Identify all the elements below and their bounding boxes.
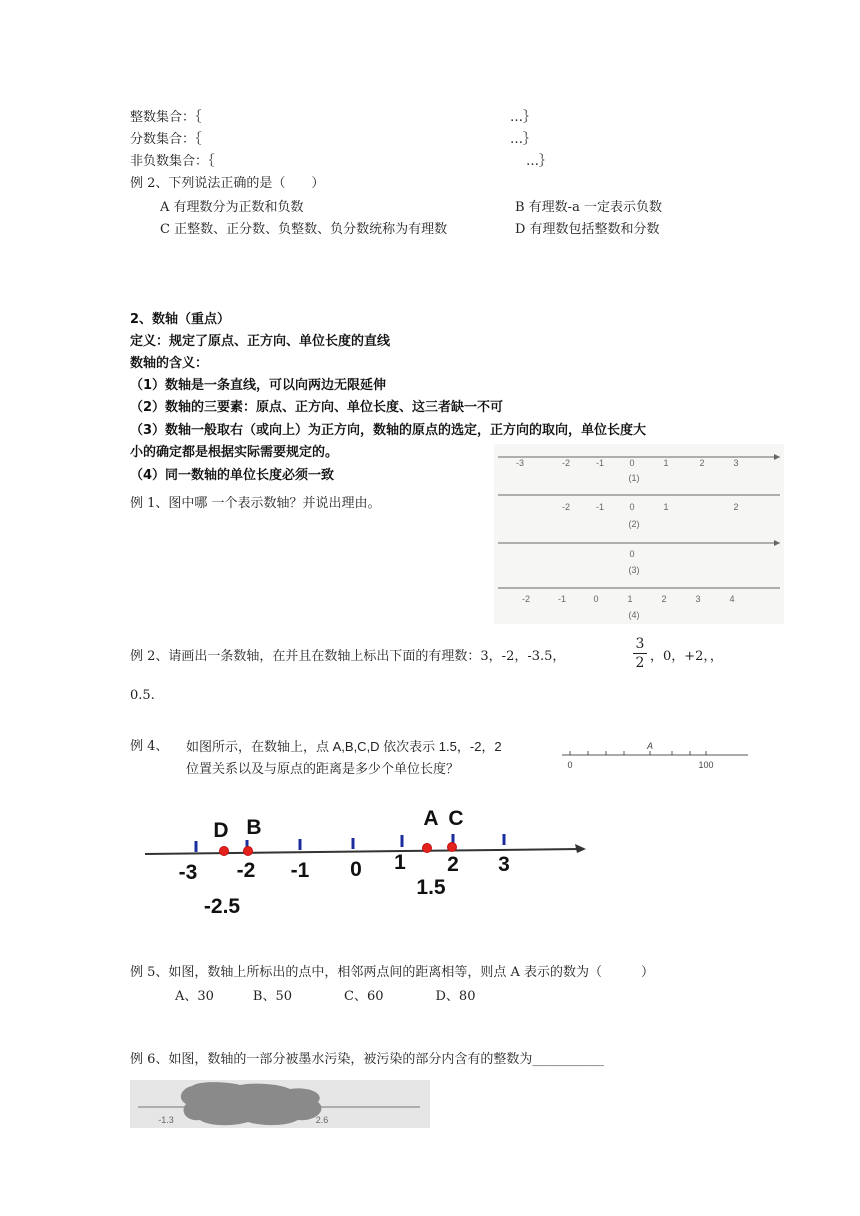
set-nonnegative-end: …｝ <box>526 154 553 169</box>
ink-left-label: -1.3 <box>158 1115 174 1125</box>
point-c <box>448 843 457 852</box>
example2-option-a: A 有理数分为正数和负数 <box>160 200 304 215</box>
axis4-tick: 4 <box>729 594 735 604</box>
axis4-tick: 1 <box>627 594 633 604</box>
example2-option-c: C 正整数、正分数、负整数、负分数统称为有理数 <box>160 222 448 237</box>
example2b-line2: 0.5. <box>130 688 155 703</box>
point-d <box>220 847 229 856</box>
axis4-tick: -1 <box>557 594 567 604</box>
ink-blot <box>181 1082 322 1125</box>
example2-option-b: B 有理数-a 一定表示负数 <box>515 200 662 215</box>
axis4-caption: (4) <box>628 610 640 620</box>
example1-question: 例 1、图中哪 一个表示数轴？并说出理由。 <box>130 496 381 511</box>
axis1-tick: 2 <box>699 458 705 468</box>
example6-question: 例 6、如图，数轴的一部分被墨水污染，被污染的部分内含有的整数为___________ <box>130 1052 604 1067</box>
axis2-tick: -1 <box>595 502 605 512</box>
example2-option-d: D 有理数包括整数和分数 <box>515 222 660 237</box>
set-nonnegative-label: 非负数集合：｛ <box>130 154 215 169</box>
extra-label-1-5: 1.5 <box>416 876 446 899</box>
point-3-line2: 小的确定都是根据实际需要规定的。 <box>130 445 339 460</box>
point-1: （1）数轴是一条直线，可以向两边无限延伸 <box>130 378 387 393</box>
axis3-tick: 0 <box>629 549 635 559</box>
example4-number-line <box>140 805 595 920</box>
tick-label: 1 <box>394 851 406 874</box>
fraction-bar <box>633 653 647 654</box>
small-axis-end: 100 <box>698 760 714 770</box>
example5-options: A、30 B、50 C、60 D、80 <box>175 989 476 1004</box>
point-b <box>244 847 253 856</box>
example2b-after-fraction: ，0，+2，， <box>650 649 723 664</box>
axis2-tick: 0 <box>629 502 635 512</box>
example5-question: 例 5、如图，数轴上所标出的点中，相邻两点间的距离相等，则点 A 表示的数为（ ） <box>130 965 655 980</box>
axis1-tick: 0 <box>629 458 635 468</box>
axis4-tick: 2 <box>661 594 667 604</box>
ink-right-label: 2.6 <box>315 1115 329 1125</box>
axis4-tick: 3 <box>695 594 701 604</box>
point-2: （2）数轴的三要素：原点、正方向、单位长度、这三者缺一不可 <box>130 400 504 415</box>
set-integers-end: …｝ <box>510 110 537 125</box>
axis2-tick: -2 <box>561 502 571 512</box>
axis1-tick: 1 <box>663 458 669 468</box>
point-a <box>423 844 432 853</box>
example4-line1: 如图所示，在数轴上，点 A,B,C,D 依次表示 1.5，-2，2 <box>186 739 502 754</box>
axis1-caption: (1) <box>628 473 640 483</box>
example2b-question: 例 2、请画出一条数轴，在并且在数轴上标出下面的有理数：3，-2，-3.5， <box>130 649 566 664</box>
axis2-tick: 2 <box>733 502 739 512</box>
fraction-three-halves <box>633 636 647 671</box>
point-3-line1: （3）数轴一般取右（或向上）为正方向，数轴的原点的选定，正方向的取向，单位长度大 <box>130 423 647 438</box>
point-b-label: B <box>246 816 262 839</box>
fraction-numerator: 3 <box>635 636 645 652</box>
axis3-caption: (3) <box>628 565 640 575</box>
axis1-tick: 3 <box>733 458 739 468</box>
axis1-tick: -1 <box>595 458 605 468</box>
meaning-heading: 数轴的含义： <box>130 356 209 371</box>
example4-label: 例 4、 <box>130 739 169 754</box>
example2-question: 例 2、下列说法正确的是（ ） <box>130 176 325 191</box>
axis4-tick: -2 <box>521 594 531 604</box>
example1-figure <box>494 444 784 624</box>
point-4: （4）同一数轴的单位长度必须一致 <box>130 468 335 483</box>
axis1-tick: -2 <box>561 458 571 468</box>
tick-label: -1 <box>290 859 310 882</box>
tick-label: 0 <box>350 858 362 881</box>
example6-ink-figure <box>130 1080 430 1128</box>
axis2-tick: 1 <box>663 502 669 512</box>
set-fractions-end: …｝ <box>510 132 537 147</box>
tick-label: -2 <box>236 859 256 882</box>
section-title: 2、数轴（重点） <box>130 312 231 327</box>
set-fractions-label: 分数集合：｛ <box>130 132 202 147</box>
axis4-tick: 0 <box>593 594 599 604</box>
tick-label: -3 <box>178 861 198 884</box>
axis2-caption: (2) <box>628 519 640 529</box>
example5-small-axis <box>560 740 750 774</box>
fraction-denominator: 2 <box>635 655 645 671</box>
tick-label: 2 <box>447 853 459 876</box>
point-d-label: D <box>213 819 229 842</box>
definition: 定义：规定了原点、正方向、单位长度的直线 <box>130 334 391 349</box>
tick-label: 3 <box>498 853 510 876</box>
small-axis-point-a: A <box>646 741 654 751</box>
small-axis-start: 0 <box>567 760 573 770</box>
axis1-tick: -3 <box>515 458 525 468</box>
point-c-label: C <box>448 807 464 830</box>
extra-label-neg-2-5: -2.5 <box>203 895 241 918</box>
point-a-label: A <box>423 807 439 830</box>
example4-line2: 位置关系以及与原点的距离是多少个单位长度？ <box>186 761 460 776</box>
set-integers-label: 整数集合：｛ <box>130 110 202 125</box>
